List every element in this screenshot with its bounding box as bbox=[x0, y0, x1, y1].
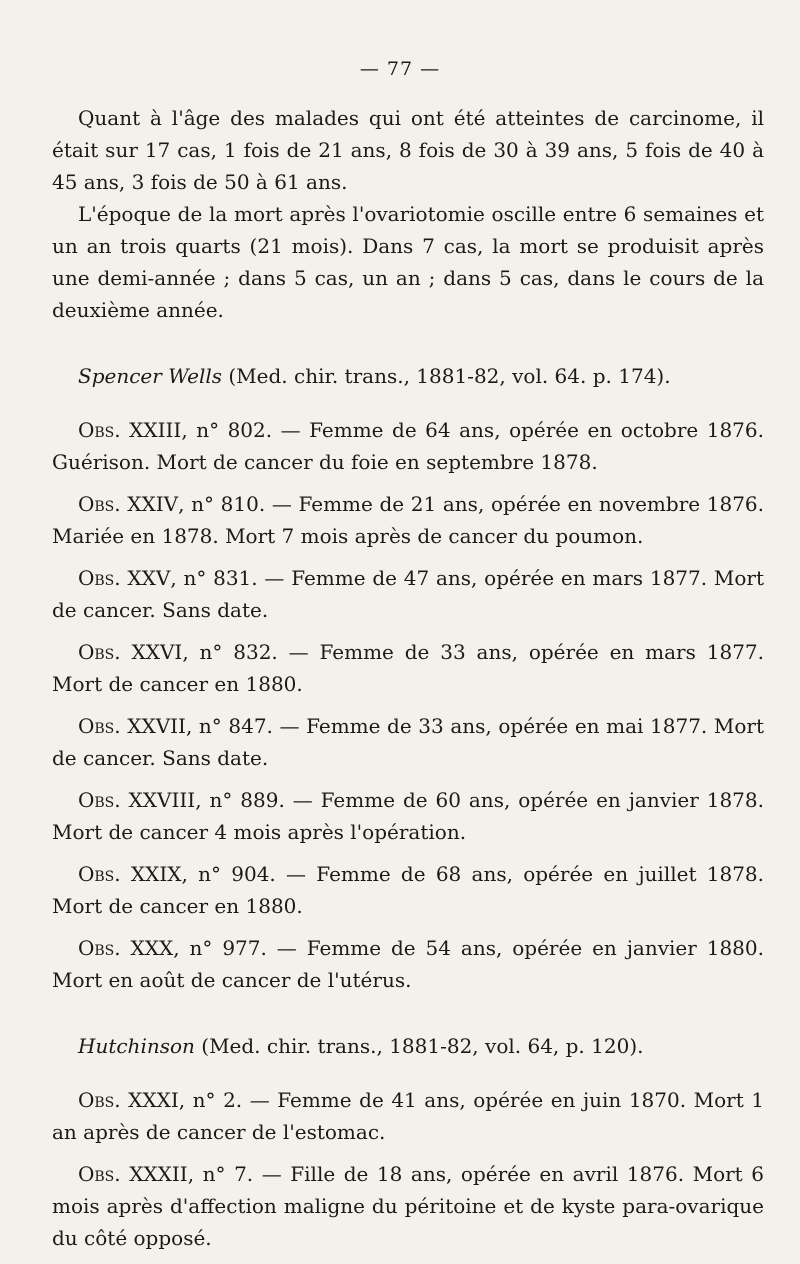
source-citation: (Med. chir. trans., 1881-82, vol. 64. p. 174). bbox=[222, 364, 671, 388]
observation bbox=[52, 488, 764, 552]
observation-label: Obs. XXVI bbox=[78, 640, 183, 664]
observation-text: , n° 832. — Femme de 33 ans, opérée en mars 1877. Mort de cancer en 1880. bbox=[52, 640, 764, 696]
observation-text: , n° 7. — Fille de 18 ans, opérée en avril 1876. Mort 6 mois après d'affection maligne du péritoine et de kyste para-ovarique du côté opposé. bbox=[52, 1162, 765, 1250]
observation-text: , n° 889. — Femme de 60 ans, opérée en janvier 1878. Mort de cancer 4 mois après l'opération. bbox=[52, 788, 764, 844]
observation-text: , n° 847. — Femme de 33 ans, opérée en mai 1877. Mort de cancer. Sans date. bbox=[52, 714, 764, 770]
observation-label: Obs. XXX bbox=[78, 936, 174, 960]
observation bbox=[52, 1158, 764, 1254]
observation-text: , n° 977. — Femme de 54 ans, opérée en janvier 1880. Mort en août de cancer de l'utérus. bbox=[52, 936, 764, 992]
observation-text: , n° 904. — Femme de 68 ans, opérée en juillet 1878. Mort de cancer en 1880. bbox=[52, 862, 764, 918]
observation bbox=[52, 636, 764, 700]
observation-label: Obs. XXXI bbox=[78, 1088, 179, 1112]
observation bbox=[52, 784, 764, 848]
observation-label: Obs. XXIII bbox=[78, 418, 182, 442]
intro-paragraph: L'époque de la mort après l'ovariotomie oscille entre 6 semaines et un an trois quarts (21 mois). Dans 7 cas, la mort se produisit après une demi-année ; dans 5 cas, un an ; dans 5 cas, dans le cours de la deuxième année. bbox=[52, 202, 764, 322]
observation-text: , n° 810. — Femme de 21 ans, opérée en novembre 1876. Mariée en 1878. Mort 7 mois après de cancer du poumon. bbox=[52, 492, 764, 548]
observation-label: Obs. XXXII bbox=[78, 1162, 188, 1186]
observation bbox=[52, 932, 764, 996]
section-source bbox=[52, 1030, 764, 1062]
observation bbox=[52, 562, 764, 626]
observation-text: , n° 831. — Femme de 47 ans, opérée en mars 1877. Mort de cancer. Sans date. bbox=[52, 566, 764, 622]
source-author: Hutchinson bbox=[78, 1034, 195, 1058]
observation-text: , n° 2. — Femme de 41 ans, opérée en juin 1870. Mort 1 an après de cancer de l'estomac. bbox=[52, 1088, 764, 1144]
observation-label: Obs. XXIV bbox=[78, 492, 179, 516]
observation-label: Obs. XXV bbox=[78, 566, 171, 590]
intro-paragraph: Quant à l'âge des malades qui ont été atteintes de carcinome, il était sur 17 cas, 1 fois de 21 ans, 8 fois de 30 à 39 ans, 5 fois de 40 à 45 ans, 3 fois de 50 à 61 ans. bbox=[52, 106, 764, 194]
page-number: — 77 — bbox=[359, 58, 441, 80]
observation-text: , n° 802. — Femme de 64 ans, opérée en octobre 1876. Guérison. Mort de cancer du foie en septembre 1878. bbox=[52, 418, 764, 474]
observation-label: Obs. XXVII bbox=[78, 714, 186, 738]
section-source bbox=[52, 360, 764, 392]
observation bbox=[52, 710, 764, 774]
observation-label: Obs. XXVIII bbox=[78, 788, 196, 812]
source-citation: (Med. chir. trans., 1881-82, vol. 64, p. 120). bbox=[194, 1034, 644, 1058]
observation bbox=[52, 858, 764, 922]
observation bbox=[52, 1084, 764, 1148]
observation-label: Obs. XXIX bbox=[78, 862, 182, 886]
page-body bbox=[52, 102, 764, 1264]
observation bbox=[52, 414, 764, 478]
source-author: Spencer Wells bbox=[78, 364, 222, 388]
